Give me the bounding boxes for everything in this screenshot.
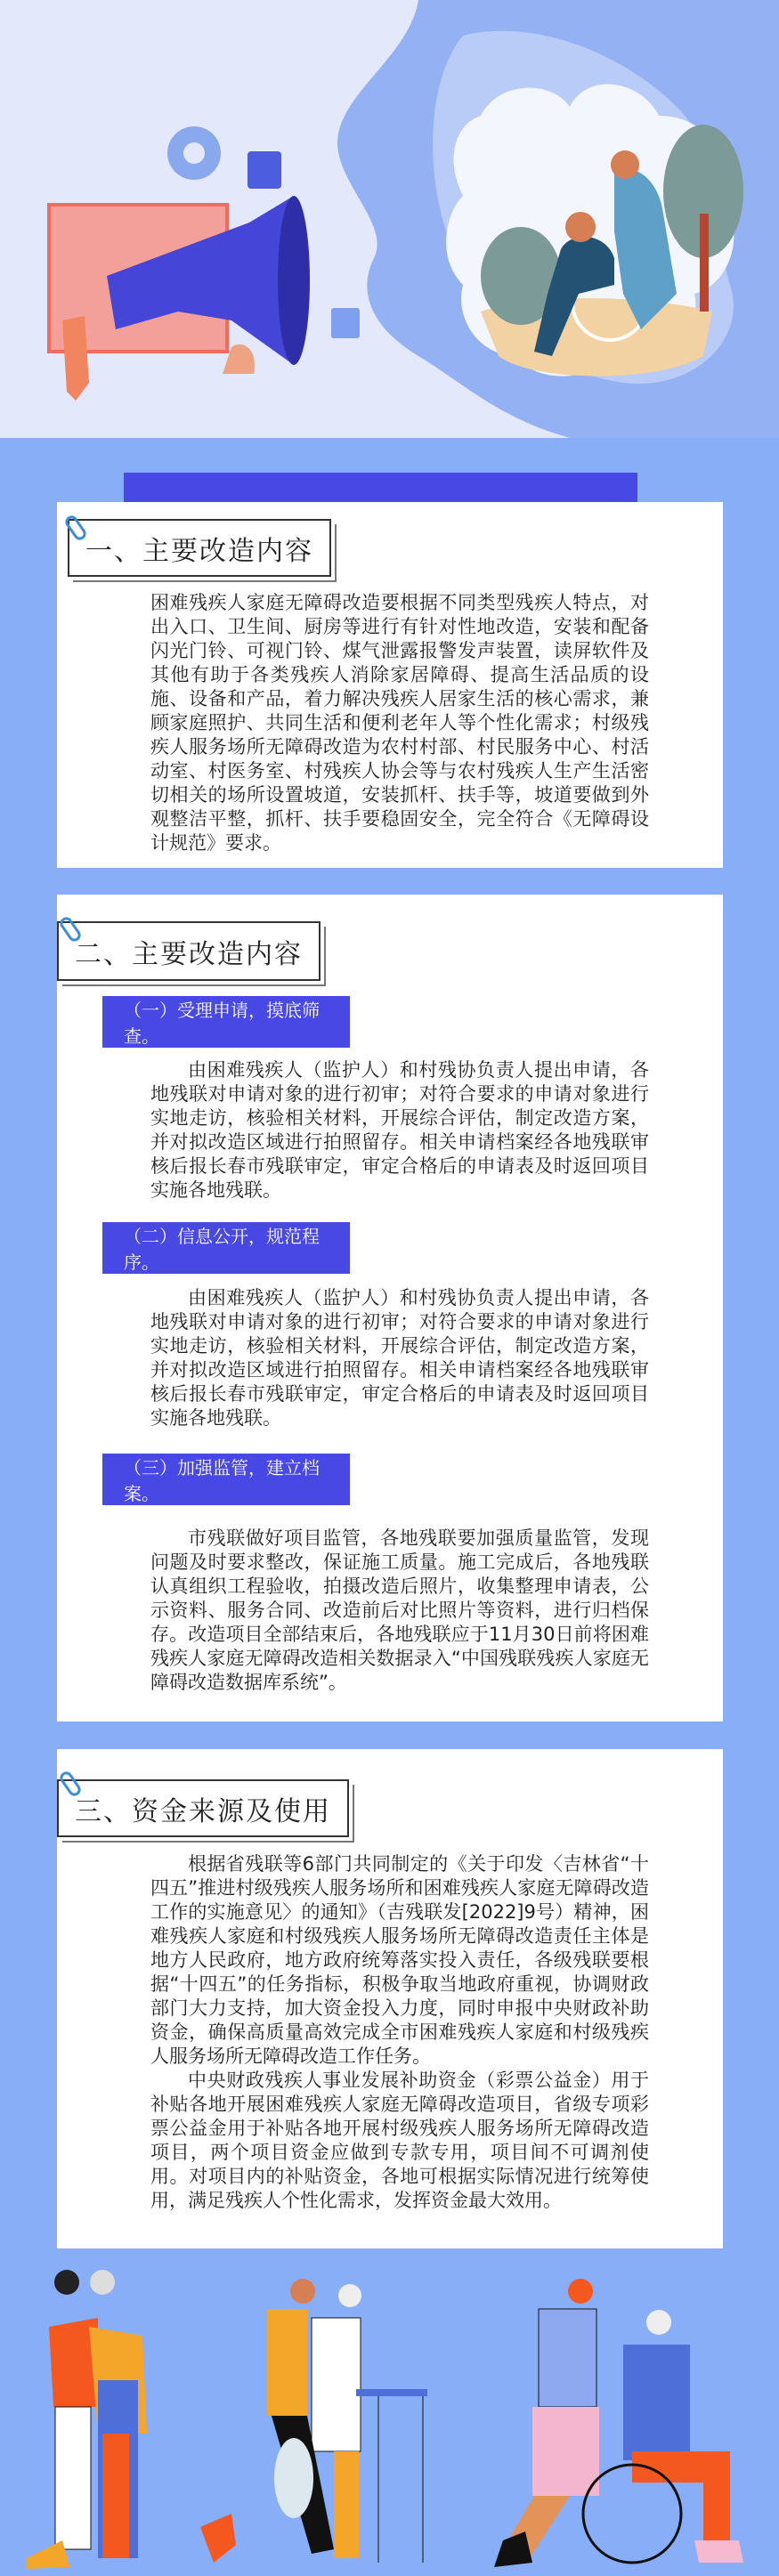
section-card-3 [57,1749,723,2248]
subsection-body: 由困难残疾人（监护人）和村残协负责人提出申请，各地残联对申请对象的进行初审；对符合要求的申请对象进行实地走访，核验相关材料，开展综合评估，制定改造方案，并对拟改造区域进行拍照留存。相关申请档案经各地残联审核后报长春市残联审定，审定合格后的申请表及时返回项目实施各地残联。 [150,1287,649,1429]
section-body [57,1852,723,2213]
section-title: 三、资金来源及使用 [57,1779,349,1837]
paragraph: 根据省残联等6部门共同制定的《关于印发〈吉林省“十四五”推进村级残疾人服务场所和困难残疾人家庭无障碍改造工作的实施意见〉的通知》（吉残联发[2022]9号）精神，困难残疾人家庭和村级残疾人服务场所无障碍改造责任主体是地方人民政府，地方政府统筹落实投入责任，各级残联要根据“十四五”的任务指标，积极争取当地政府重视，协调财政部门大力支持，加大资金投入力度，同时申报中央财政补助资金，确保高质量高效完成全市困难残疾人家庭和村级残疾人服务场所无障碍改造工作任务。 [150,1853,649,2067]
section-card-2 [57,895,723,1721]
wheelchair-figures [494,2279,743,2567]
caregiver-head [611,150,639,179]
footer-illustration [0,2256,779,2572]
tree-trunk [700,214,709,312]
seated-person-head [565,212,596,242]
megaphone-mouth [278,196,310,365]
section-title: 二、主要改造内容 [57,921,321,981]
location-pin-icon [247,151,281,189]
subsection-heading: （三）加强监管，建立档案。 [102,1454,350,1505]
gear-hole [183,142,205,164]
section-body: 困难残疾人家庭无障碍改造要根据不同类型残疾人特点，对出入口、卫生间、厨房等进行有针对性地改造，安装和配备闪光门铃、可视门铃、煤气泄露报警发声装置，读屏软件及其他有助于各类残疾人消除家居障碍、提高生活品质的设施、设备和产品，着力解决残疾人居家生活的核心需求，兼顾家庭照护、共同生活和便利老年人等个性化需求；村级残疾人服务场所无障碍改造为农村村部、村民服务中心、村活动室、村医务室、村残疾人协会等与农村残疾人生产生活密切相关的场所设置坡道，安装抓杆、扶手等，坡道要做到外观整洁平整，抓杆、扶手要稳固安全，完全符合《无障碍设计规范》要求。 [150,592,649,854]
couple-figures [27,2270,147,2569]
paragraph: 中央财政残疾人事业发展补助资金（彩票公益金）用于补贴各地开展困难残疾人家庭无障碍改造项目，省级专项彩票公益金用于补贴各地开展村级残疾人服务场所无障碍改造项目，两个项目资金应做到专款专用，项目间不可调剂使用。对项目内的补贴资金，各地可根据实际情况进行统筹使用，满足残疾人个性化需求，发挥资金最大效用。 [150,2070,649,2211]
subsection-heading: （一）受理申请，摸底筛查。 [102,996,350,1048]
walker-figures [200,2279,427,2563]
hero-art [0,0,779,438]
decorative-header-bar [124,473,637,502]
section-title: 一、主要改造内容 [68,519,331,577]
subsection-body: 市残联做好项目监管，各地残联要加强质量监管，发现问题及时要求整改，保证施工质量。施工完成后，各地残联认真组织工程验收，拍摄改造后照片，收集整理申请表，公示资料、服务合同、改造前后对比照片等资料，进行归档保存。改造项目全部结束后，各地残联应于11月30日前将困难残疾人家庭无障碍改造相关数据录入“中国残联残疾人家庭无障碍改造数据库系统”。 [150,1527,649,1693]
subsection-body: 由困难残疾人（监护人）和村残协负责人提出申请，各地残联对申请对象的进行初审；对符合要求的申请对象进行实地走访，核验相关材料，开展综合评估，制定改造方案，并对拟改造区域进行拍照留存。相关申请档案经各地残联审核后报长春市残联审定，审定合格后的申请表及时返回项目实施各地残联。 [150,1059,649,1201]
footer-art [0,2256,779,2572]
subsection-heading: （二）信息公开，规范程序。 [102,1222,350,1274]
checkbox-icon [331,308,360,338]
section-card-1 [57,502,723,868]
hero-illustration [0,0,779,438]
person-pointing-figure [62,316,89,401]
